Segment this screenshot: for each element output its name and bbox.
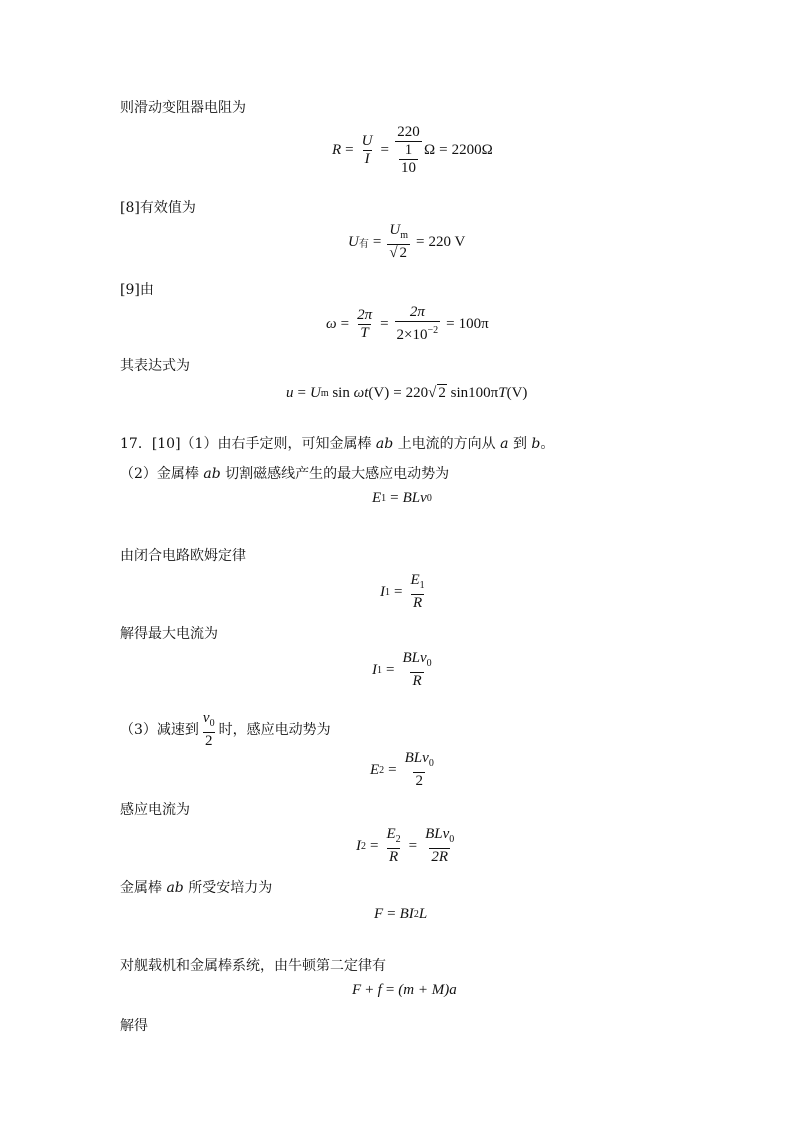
equation-resistance: R = $\frac{U}{I}$ = $\frac{220}{\frac{1}{10}}$ Ω = 2200Ω [332,124,493,176]
text-line-ohm: 由闭合电路欧姆定律 [120,548,246,564]
equation-ampere-force: F = BI 2 L [374,906,428,922]
equation-effective-voltage: U 有 = $\frac{U_m}{√ 2}$ = 220 V [348,222,466,261]
text-line-q17: 17．[10]（1）由右手定则，可知金属棒 ab 上电流的方向从 a 到 b。 [120,436,555,452]
text-line-expression: 其表达式为 [120,358,190,374]
text-line-effective: [8]有效值为 [120,200,196,216]
text-line-solve: 解得 [120,1018,148,1034]
equation-current-ratio: I 1 = $\frac{E_1}{R}$ [380,572,425,611]
text-line-part3: （3）减速到 $\frac{v_0}{2}$ 时，感应电动势为 [120,710,331,749]
equation-angular-frequency: ω = $\frac{2\pi}{T}$ = $\frac{2\pi}{2\times 10^{-2}}$ = 100π [326,304,489,343]
equation-max-current: I 1 = $\frac{BLv_0}{R}$ [372,650,432,689]
equation-voltage-expression: u = U m sin ωt (V) = 220 √ 2 sin100π T (V) [286,384,528,401]
text-line-part2: （2）金属棒 ab 切割磁感线产生的最大感应电动势为 [120,466,450,482]
equation-emf-reduced: E 2 = $\frac{BLv_0}{2}$ [370,750,434,789]
text-line-induced-current: 感应电流为 [120,802,190,818]
text-line-ampere-force: 金属棒 ab 所受安培力为 [120,880,273,896]
text-line-resistor: 则滑动变阻器电阻为 [120,100,246,116]
equation-newton-second-law: F + f = (m + M)a [352,982,457,998]
text-line-max-current: 解得最大电流为 [120,626,218,642]
equation-emf-max: E 1 = BLv 0 [372,490,432,506]
text-line-newton: 对舰载机和金属棒系统，由牛顿第二定律有 [120,958,386,974]
equation-induced-current: I 2 = $\frac{E_2}{R}$ = $\frac{BLv_0}{2R}$ [356,826,455,865]
text-line-from: [9]由 [120,282,154,298]
fraction-v0-over-2: $\frac{v_0}{2}$ [202,710,215,749]
